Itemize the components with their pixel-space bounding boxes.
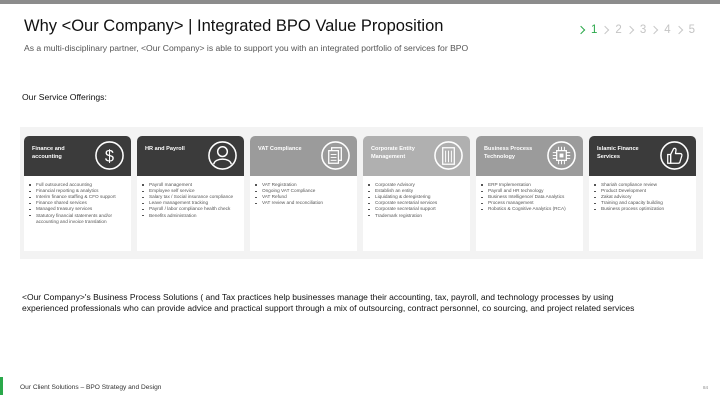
footer-accent-bar: [0, 377, 3, 395]
chevron-right-icon: [674, 26, 682, 34]
list-item: Payroll management: [141, 182, 240, 188]
card-header: [476, 136, 583, 176]
list-item: Corporate secretarial support: [367, 206, 466, 212]
list-item: Leave management tracking: [141, 200, 240, 206]
service-list: [367, 182, 466, 219]
card-title: Business Process Technology: [484, 146, 533, 160]
card-body: [250, 176, 357, 251]
step-4[interactable]: [651, 24, 670, 36]
card-title: Corporate Entity Management: [371, 146, 415, 160]
service-card-corporate-entity: [363, 136, 470, 251]
list-item: VAT Registration: [254, 182, 353, 188]
step-number: 2: [615, 24, 622, 36]
service-card-vat: [250, 136, 357, 251]
documents-icon: [320, 140, 351, 171]
list-item: Product Development: [593, 188, 692, 194]
building-icon: [433, 140, 464, 171]
list-item: Payroll / labor compliance health check: [141, 206, 240, 212]
card-header: [589, 136, 696, 176]
list-item: ERP Implementation: [480, 182, 579, 188]
list-item: Robotics & Cognitive Analytics (RCA): [480, 206, 579, 212]
chevron-right-icon: [650, 26, 658, 34]
list-item: Financial reporting & analytics: [28, 188, 127, 194]
list-item: Ongoing VAT Compliance: [254, 188, 353, 194]
card-header: [137, 136, 244, 176]
service-list: [141, 182, 240, 219]
list-item: Employee self service: [141, 188, 240, 194]
service-card-process-technology: [476, 136, 583, 251]
list-item: VAT Refund: [254, 194, 353, 200]
list-item: Trademark registration: [367, 213, 466, 219]
description-paragraph: <Our Company>'s Business Process Solutions ( and Tax practices help businesses manage their accounting, tax, payroll, and technology processes by using experienced professionals who can provide advice and practical support through a mix of outsourcing, contract personnel, co sourcing, and project related services: [22, 292, 635, 313]
card-header: [250, 136, 357, 176]
card-title: VAT Compliance: [258, 146, 302, 152]
footer-text: Our Client Solutions – BPO Strategy and Design: [20, 384, 162, 391]
step-number: 3: [639, 24, 647, 36]
list-item: VAT review and reconciliation: [254, 200, 353, 206]
list-item: Benefits administration: [141, 213, 240, 219]
list-item: Full outsourced accounting: [28, 182, 127, 188]
list-item: Payroll and HR technology: [480, 188, 579, 194]
slide-title: Why <Our Company> | Integrated BPO Value Proposition: [24, 17, 444, 35]
card-body: [24, 176, 131, 251]
step-3[interactable]: [627, 24, 646, 36]
service-card-islamic-finance: [589, 136, 696, 251]
list-item: Establish an entity: [367, 188, 466, 194]
service-list: [254, 182, 353, 206]
step-number: 1: [591, 24, 598, 36]
page-number: 84: [702, 385, 708, 390]
card-body: [589, 176, 696, 251]
service-card-hr-payroll: [137, 136, 244, 251]
slide-subtitle: As a multi-disciplinary partner, <Our Company> is able to support you with an integrated portfolio of services for BPO: [24, 43, 469, 53]
step-2[interactable]: [602, 24, 621, 36]
card-header: [363, 136, 470, 176]
thumbs-up-icon: [659, 140, 690, 171]
list-item: Business process optimization: [593, 206, 692, 212]
dollar-icon: [94, 140, 125, 171]
service-list: [28, 182, 127, 225]
chevron-right-icon: [601, 26, 609, 34]
svg-text:$: $: [104, 147, 115, 166]
chevron-right-icon: [626, 26, 634, 34]
list-item: Salary tax / Social insurance compliance: [141, 194, 240, 200]
top-bar: [0, 0, 720, 4]
list-item: Corporate secretarial services: [367, 200, 466, 206]
card-header: [24, 136, 131, 176]
list-item: Zakat advisory: [593, 194, 692, 200]
user-icon: [207, 140, 238, 171]
list-item: Managed treasury services: [28, 206, 127, 212]
list-item: Business Intelligence/ Data Analytics: [480, 194, 579, 200]
section-label: Our Service Offerings:: [22, 92, 107, 102]
step-number: 4: [664, 24, 671, 36]
service-offerings-panel: [20, 127, 703, 259]
list-item: Corporate Advisory: [367, 182, 466, 188]
list-item: Finance shared services: [28, 200, 127, 206]
step-number: 5: [688, 24, 696, 36]
card-body: [137, 176, 244, 251]
list-item: Training and capacity building: [593, 200, 692, 206]
service-list: [480, 182, 579, 213]
service-list: [593, 182, 692, 213]
service-card-finance: [24, 136, 131, 251]
card-title: Finance and accounting: [32, 146, 65, 160]
list-item: Interim finance staffing & CFO support: [28, 194, 127, 200]
list-item: Process management: [480, 200, 579, 206]
list-item: Statutory financial statements and/or accounting and invoice translation: [28, 213, 127, 225]
card-title: HR and Payroll: [145, 146, 185, 152]
chevron-right-icon: [577, 26, 585, 34]
card-body: [476, 176, 583, 251]
step-5[interactable]: [676, 24, 695, 36]
chip-icon: [546, 140, 577, 171]
card-title: Islamic Finance Services: [597, 146, 639, 160]
card-body: [363, 176, 470, 251]
step-navigation: [578, 22, 700, 38]
list-item: Shariah compliance review: [593, 182, 692, 188]
list-item: Liquidating & deregistering: [367, 194, 466, 200]
step-1[interactable]: [578, 24, 597, 36]
